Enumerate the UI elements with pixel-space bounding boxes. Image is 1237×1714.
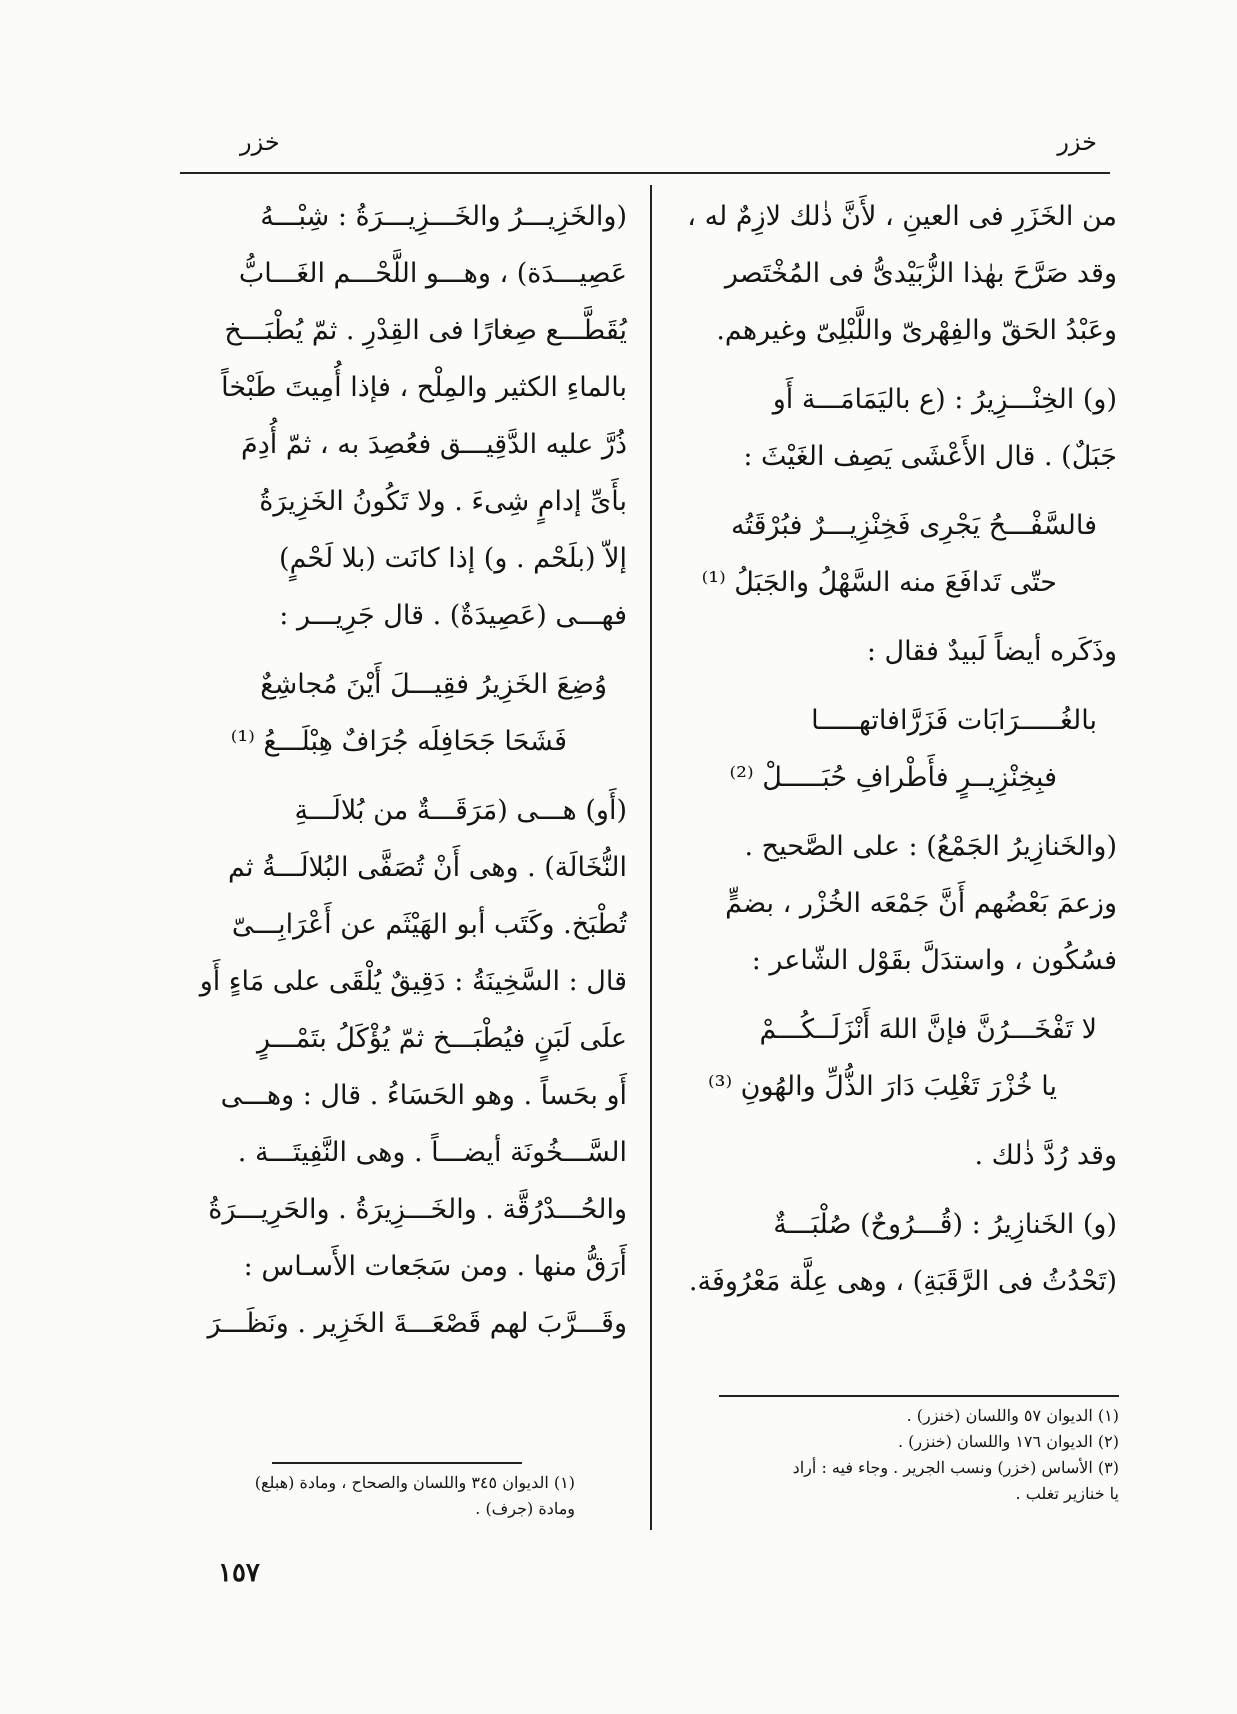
text-line: تُطْبَخ. وكَتَب أبو الهَيْثَم عن أَعْرَابِـــىّ [231, 909, 627, 940]
verse-line: فالسَّفْـــحُ يَجْرِى فَخِنْزِيـــرٌ فبُرْقَتُه [731, 510, 1097, 541]
paragraph-gap [665, 611, 1117, 623]
text-line: (والخَزِيـــرُ والخَـــزِيـــرَةُ : شِبْـــهُ [260, 201, 627, 232]
verse-line: فَشَحَا جَحَافِلَه جُرَافٌ هِبْلَـــعُ ⁽¹⁾ [230, 726, 567, 757]
paragraph-gap [179, 770, 627, 782]
text-line: إلاّ (بلَحْم . و) إذا كانَت (بلا لَحْمٍ) [279, 543, 627, 574]
paragraph-gap [665, 359, 1117, 371]
running-header-right: خزر [1057, 128, 1097, 156]
footnote-line: (١) الديوان ٥٧ واللسان (خنزر) . [906, 1406, 1119, 1425]
text-line: السَّـــخُونَة أيضـــاً . وهى النَّفِيتَـــة . [237, 1137, 627, 1168]
text-line: (أَو) هـــى (مَرَقَـــةٌ من بُلالَـــةِ [294, 795, 627, 826]
footnote-line: ومادة (جرف) . [475, 1499, 575, 1518]
footnote-line: (٢) الديوان ١٧٦ واللسان (خنزر) . [897, 1432, 1119, 1451]
verse-line: حتّى تَدافَعَ منه السَّهْلُ والجَبَلُ ⁽¹⁾ [701, 567, 1057, 598]
right-column [665, 188, 1117, 1310]
verse-line: بالغُـــــرَابَات فَزَرَّافاتهـــــا [811, 705, 1097, 736]
text-line: (والخَنازِيرُ الجَمْعُ) : على الصَّحيح . [744, 831, 1117, 862]
footnote-rule-right [719, 1395, 1119, 1397]
text-line: أَو بحَساً . وهو الحَسَاءُ . قال : وهـــى [220, 1080, 627, 1111]
footnote-line: (٣) الأساس (خزر) ونسب الجرير . وجاء فيه : أراد [792, 1458, 1119, 1477]
paragraph-gap [665, 989, 1117, 1001]
running-header-left: خزر [240, 128, 280, 156]
page-number: ١٥٧ [218, 1558, 260, 1588]
paragraph-gap [665, 1184, 1117, 1196]
text-line: فسُكُون ، واستدَلَّ بقَوْل الشّاعر : [751, 945, 1117, 976]
text-line: من الخَزَرِ فى العينِ ، لأَنَّ ذٰلك لازِمٌ له ، [687, 201, 1117, 232]
text-line: بالماءِ الكثير والمِلْح ، فإذا أُمِيتَ طَبْخاً [221, 372, 627, 403]
verse-line: يا خُزْرَ تَغْلِبَ دَارَ الذُّلِّ والهُونِ ⁽³⁾ [707, 1071, 1057, 1102]
column-divider [650, 185, 652, 1530]
paragraph-gap [665, 485, 1117, 497]
left-footnotes [165, 1470, 575, 1522]
text-line: فهـــى (عَصِيدَةٌ) . قال جَرِيـــر : [279, 600, 627, 631]
footnote-line: (١) الديوان ٣٤٥ واللسان والصحاح ، ومادة (هبلع) [254, 1473, 575, 1492]
text-line: عَصِيـــدَة) ، وهـــو اللَّحْـــم الغَـــابُّ [238, 258, 627, 289]
text-line: جَبَلٌ) . قال الأَعْشَى يَصِف الغَيْثَ : [743, 441, 1117, 472]
text-line: يُقَطَّـــع صِغارًا فى القِدْرِ . ثمّ يُطْبَـــخ [224, 315, 627, 346]
footnote-rule-left [272, 1462, 522, 1464]
text-line: علَى لَبَنٍ فيُطْبَـــخ ثمّ يُؤْكَلُ بتَمْـــرٍ [256, 1023, 627, 1054]
paragraph-gap [665, 806, 1117, 818]
left-column [179, 188, 627, 1352]
paragraph-gap [179, 644, 627, 656]
header-rule [180, 172, 1110, 174]
text-line: قال : السَّخِينَةُ : دَقِيقٌ يُلْقَى على مَاءٍ أَو [199, 966, 627, 997]
right-footnotes [659, 1403, 1119, 1507]
text-line: وقد صَرَّحَ بهٰذا الزُّبَيْدىُّ فى المُخْتَصر [724, 258, 1117, 289]
paragraph-gap [665, 1115, 1117, 1127]
text-line: أَرَقُّ منها . ومن سَجَعات الأَسـاس : [243, 1251, 627, 1282]
verse-line: فبِخِنْزِيــرٍ فأَطْرافِ حُبَـــــلْ ⁽²⁾ [729, 762, 1057, 793]
text-line: وقد رُدَّ ذٰلك . [974, 1140, 1117, 1171]
footnote-line: يا خنازير تغلب . [1015, 1484, 1119, 1503]
text-line: (و) الخِنْـــزِيرُ : (ع باليَمَامَـــة أَو [772, 384, 1117, 415]
paragraph-gap [665, 680, 1117, 692]
text-line: وزعمَ بَعْضُهم أَنَّ جَمْعَه الخُزْر ، بضمٍّ [725, 888, 1117, 919]
text-line: وعَبْدُ الحَقّ والفِهْرىّ واللَّبْلِىّ وغيرهم. [716, 315, 1117, 346]
text-line: (تَحْدُثُ فى الرَّقَبَةِ) ، وهى عِلَّة مَعْرُوفَة. [688, 1266, 1117, 1297]
text-line: وقَـــرَّبَ لهم قَصْعَـــةَ الخَزِير . ونَظَـــرَ [207, 1308, 627, 1339]
verse-line: لا تَفْخَـــرُنَّ فإنَّ اللهَ أَنْزَلَــكُـــمْ [759, 1014, 1097, 1045]
text-line: (و) الخَنازِيرُ : (قُـــرُوحٌ) صُلْبَـــةٌ [773, 1209, 1117, 1240]
text-line: وذَكَره أيضاً لَبيدٌ فقال : [866, 636, 1117, 667]
text-line: بأَىِّ إدامٍ شِىءَ . ولا تَكُونُ الخَزِيرَةُ [259, 486, 627, 517]
verse-line: وُضِعَ الخَزِيرُ فقِيـــلَ أَيْنَ مُجاشِعٌ [260, 669, 607, 700]
text-line: النُّخَالَة) . وهى أَنْ تُصَفَّى البُلالَـــةُ ثم [228, 852, 627, 883]
text-line: والحُـــدْرُقَّة . والخَـــزِيرَةُ . والحَرِيـــرَةُ [208, 1194, 627, 1225]
text-line: ذُرَّ عليه الدَّقِيـــق فعُصِدَ به ، ثمّ أُدِمَ [241, 429, 627, 460]
